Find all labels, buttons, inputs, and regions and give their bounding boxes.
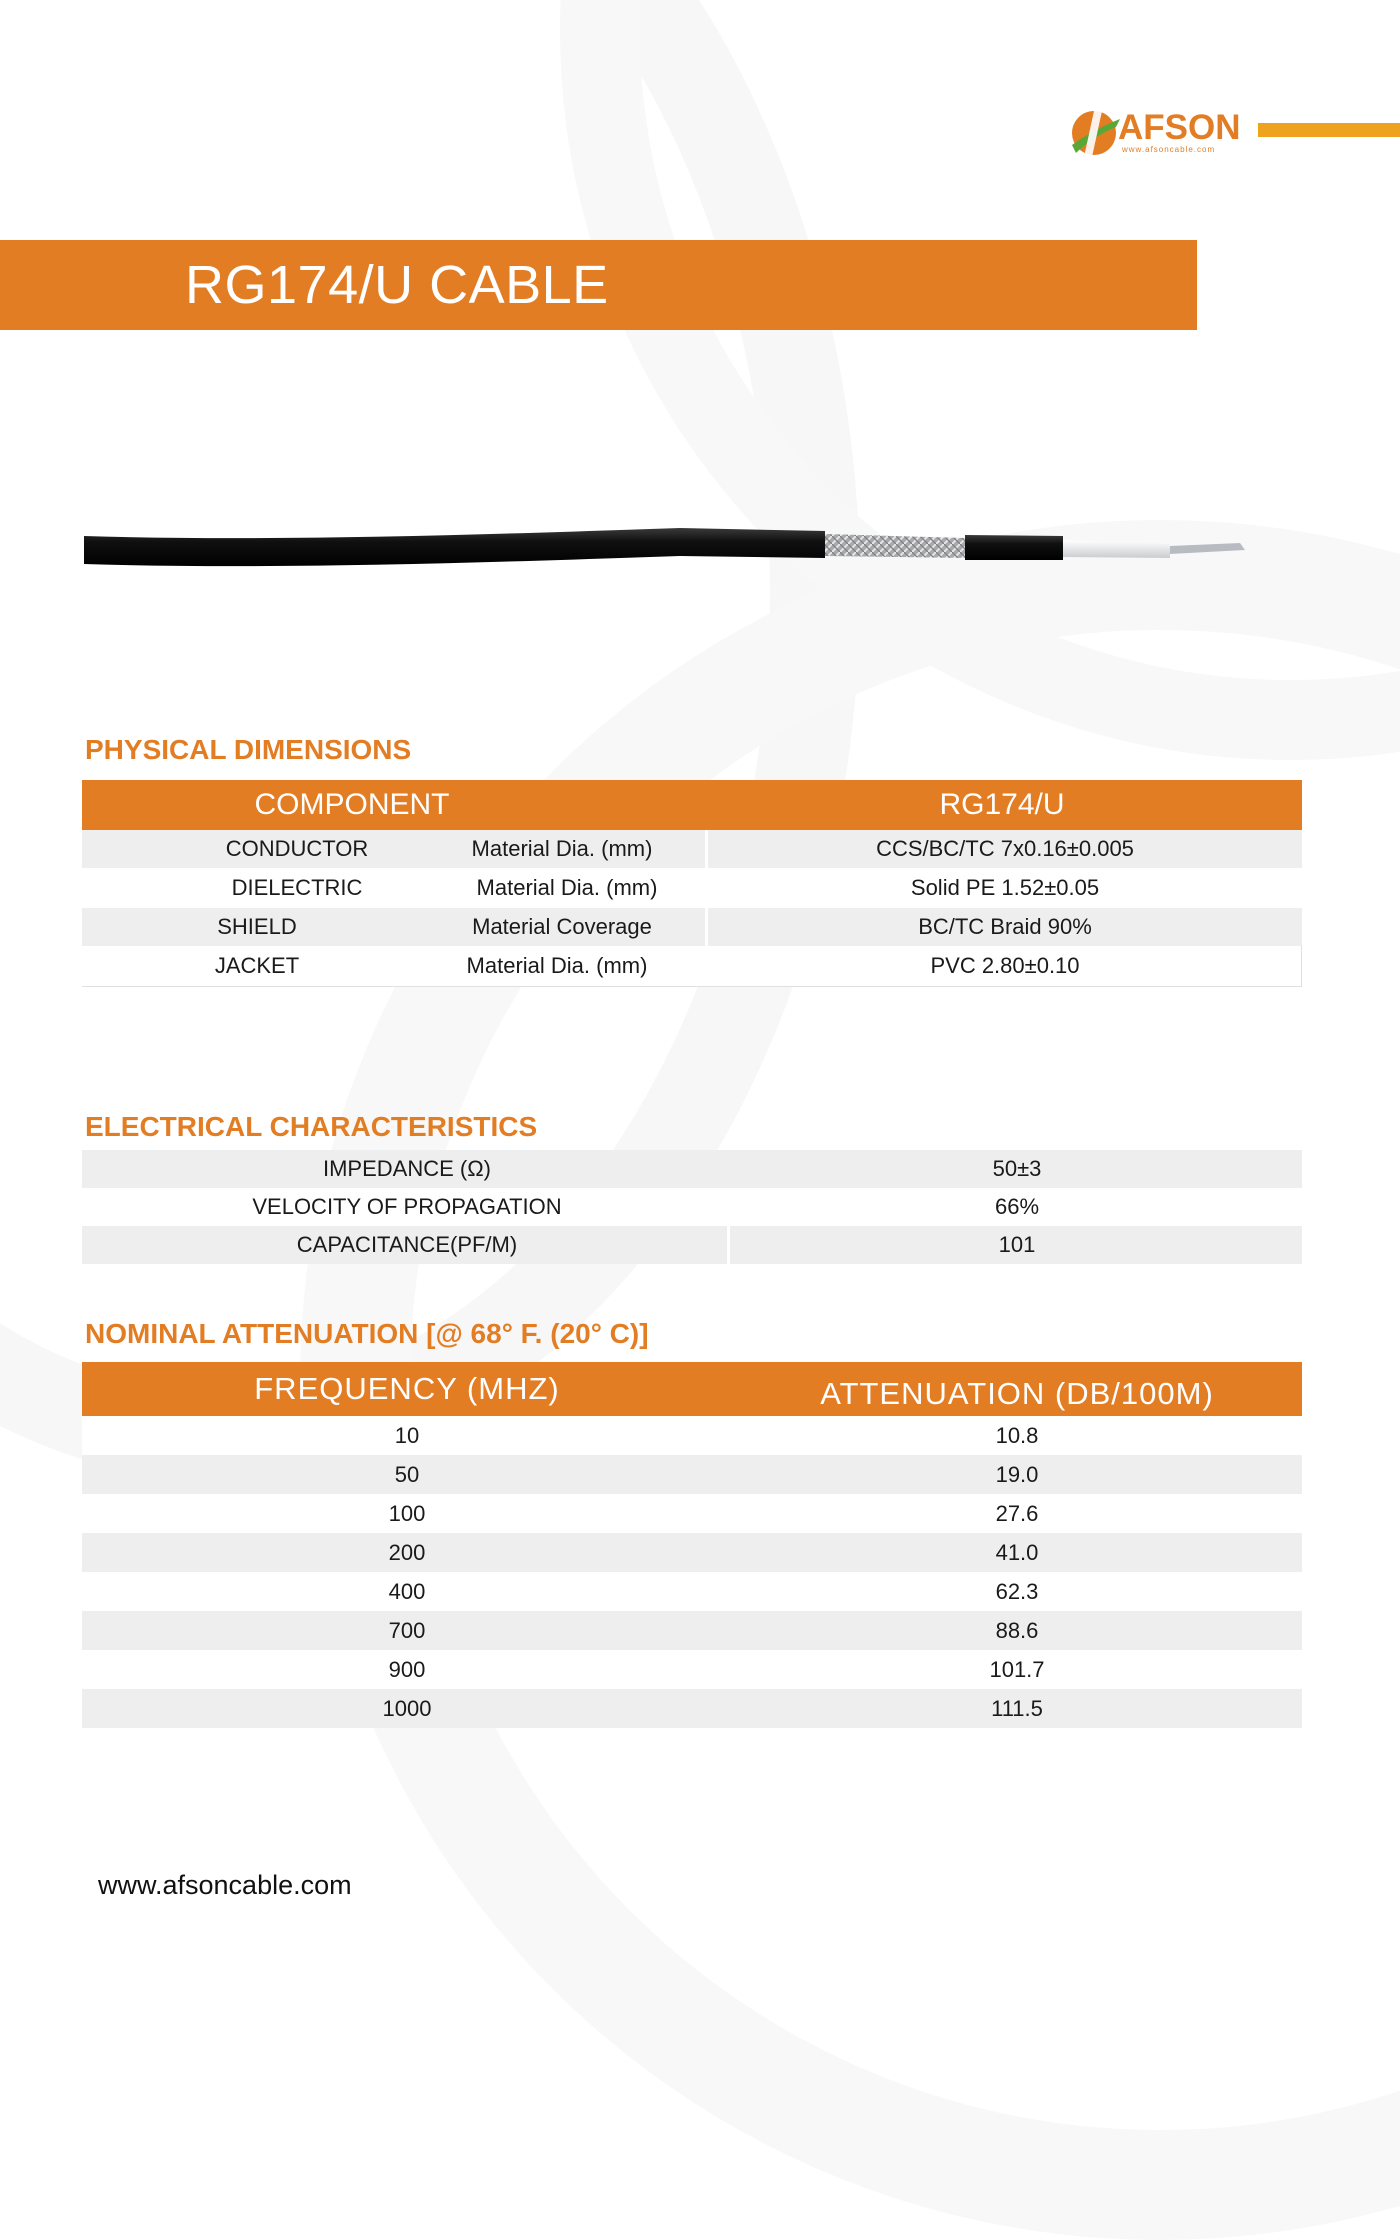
table-row — [82, 868, 1302, 908]
table-header-row — [82, 780, 1302, 830]
property-value-cell: 50±3 — [992, 1156, 1042, 1181]
component-cell: CONDUCTOR — [225, 836, 369, 861]
table-row — [82, 1572, 1302, 1611]
cell-divider — [727, 1226, 730, 1264]
nominal-attenuation-heading: NOMINAL ATTENUATION [@ 68° F. (20° C)] — [85, 1318, 649, 1349]
attenuation-cell: 19.0 — [995, 1461, 1039, 1487]
page-title: RG174/U CABLE — [185, 255, 609, 315]
value-cell: Solid PE 1.52±0.05 — [910, 875, 1100, 900]
header-accent-bar — [1258, 123, 1400, 137]
frequency-cell: 1000 — [382, 1695, 432, 1721]
param-cell: Material Dia. (mm) — [471, 836, 653, 861]
physical-dimensions-heading: PHYSICAL DIMENSIONS — [85, 734, 412, 765]
property-value-cell: 66% — [994, 1194, 1040, 1219]
value-cell: BC/TC Braid 90% — [918, 914, 1092, 939]
property-value-cell: 101 — [998, 1232, 1036, 1257]
component-cell: JACKET — [214, 953, 300, 978]
table-row — [82, 1455, 1302, 1494]
frequency-cell: 900 — [388, 1656, 426, 1682]
attenuation-cell: 111.5 — [991, 1695, 1043, 1721]
frequency-cell: 200 — [388, 1539, 426, 1565]
table-row — [82, 1150, 1302, 1188]
footer-website: www.afsoncable.com — [98, 1870, 352, 1900]
table-row — [82, 1650, 1302, 1689]
table-row — [82, 946, 1302, 987]
nominal-attenuation-table — [82, 1362, 1302, 1728]
column-header-model: RG174/U — [939, 788, 1065, 821]
param-cell: Material Coverage — [472, 914, 652, 939]
table-row — [82, 1416, 1302, 1455]
frequency-cell: 10 — [394, 1422, 420, 1448]
column-header-component: COMPONENT — [254, 788, 450, 821]
value-cell: PVC 2.80±0.10 — [930, 953, 1080, 978]
property-name-cell: VELOCITY OF PROPAGATION — [252, 1194, 562, 1219]
background-curve — [560, 0, 1400, 760]
attenuation-cell: 101.7 — [989, 1656, 1045, 1682]
attenuation-cell: 41.0 — [995, 1539, 1039, 1565]
attenuation-cell: 88.6 — [995, 1617, 1039, 1643]
frequency-cell: 400 — [388, 1578, 426, 1604]
electrical-characteristics-table — [82, 1150, 1302, 1264]
afson-logo — [1066, 105, 1241, 163]
component-cell: DIELECTRIC — [231, 875, 363, 900]
table-header-row — [82, 1362, 1302, 1416]
property-name-cell: IMPEDANCE (Ω) — [322, 1156, 491, 1181]
table-row — [82, 830, 1302, 868]
table-row — [82, 1689, 1302, 1728]
attenuation-cell: 27.6 — [995, 1500, 1039, 1526]
table-row — [82, 908, 1302, 946]
electrical-characteristics-heading: ELECTRICAL CHARACTERISTICS — [85, 1111, 538, 1142]
table-row — [82, 1533, 1302, 1572]
component-cell: SHIELD — [217, 914, 297, 939]
table-row — [82, 1494, 1302, 1533]
frequency-cell: 700 — [388, 1617, 426, 1643]
attenuation-cell: 10.8 — [995, 1422, 1039, 1448]
value-cell: CCS/BC/TC 7x0.16±0.005 — [876, 836, 1134, 861]
param-cell: Material Dia. (mm) — [466, 953, 648, 978]
attenuation-cell: 62.3 — [995, 1578, 1039, 1604]
column-header-attenuation: ATTENUATION (DB/100M) — [820, 1376, 1214, 1411]
column-header-frequency: FREQUENCY (MHZ) — [254, 1371, 560, 1406]
physical-dimensions-table — [82, 780, 1302, 987]
param-cell: Material Dia. (mm) — [476, 875, 658, 900]
table-row — [82, 1226, 1302, 1264]
logo-url: www.afsoncable.com — [1122, 145, 1216, 154]
property-name-cell: CAPACITANCE(PF/M) — [296, 1232, 518, 1257]
frequency-cell: 50 — [394, 1461, 420, 1487]
table-row — [82, 1188, 1302, 1226]
title-banner — [0, 240, 1197, 330]
table-row — [82, 1611, 1302, 1650]
cable-image — [80, 520, 1255, 590]
afson-logo-mark-icon — [1066, 105, 1122, 161]
logo-wordmark: AFSON — [1118, 108, 1241, 147]
frequency-cell: 100 — [388, 1500, 426, 1526]
